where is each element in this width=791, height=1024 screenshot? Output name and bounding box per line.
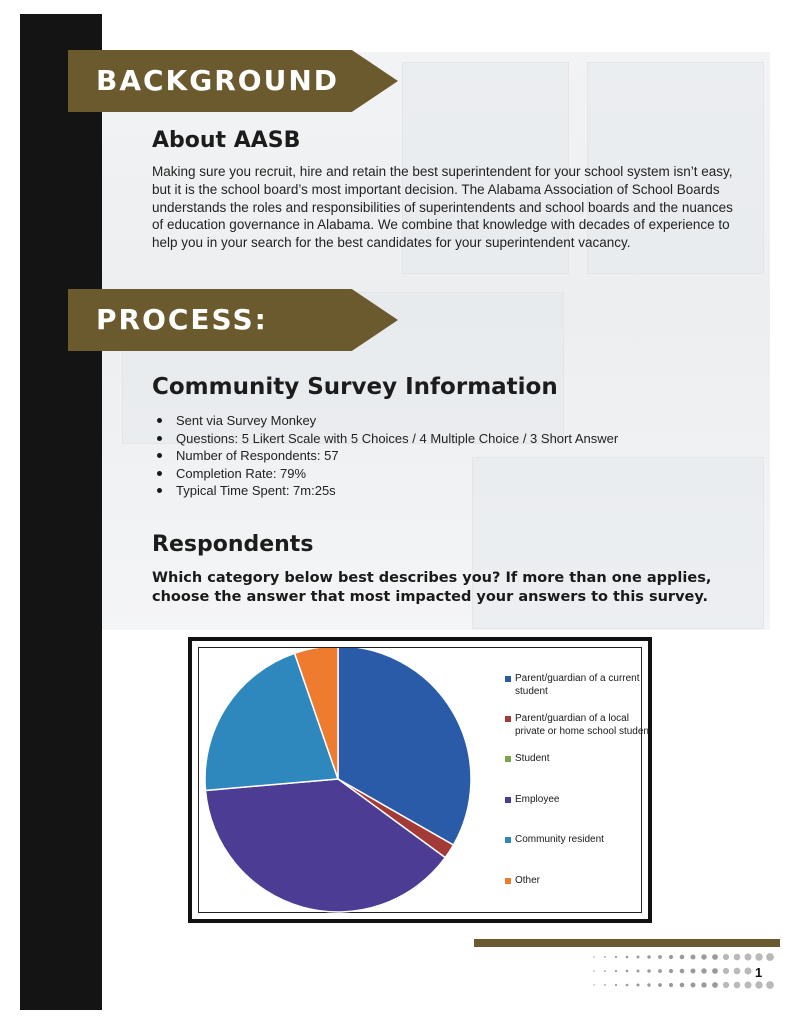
legend-swatch — [505, 837, 511, 843]
decorative-dot — [593, 956, 594, 957]
decorative-dot — [691, 955, 696, 960]
pie-chart-frame — [188, 637, 652, 923]
legend-label: Parent/guardian of a current student — [515, 673, 640, 697]
decorative-dot — [647, 983, 650, 986]
legend-swatch — [505, 716, 511, 722]
decorative-dot — [712, 982, 718, 988]
pie-chart-area — [198, 647, 652, 913]
decorative-dot — [691, 969, 696, 974]
legend-label: Other — [515, 875, 541, 886]
decorative-dot — [593, 984, 594, 985]
about-heading: About AASB — [152, 128, 301, 153]
decorative-dot — [637, 970, 640, 973]
decorative-dot — [755, 953, 762, 960]
decorative-dot — [626, 956, 629, 959]
list-item: Typical Time Spent: 7m:25s — [152, 482, 618, 500]
decorative-dot — [734, 968, 741, 975]
decorative-dot — [669, 955, 673, 959]
legend-swatch — [505, 878, 511, 884]
decorative-dot — [723, 954, 729, 960]
decorative-dot — [658, 983, 662, 987]
decorative-dot — [734, 954, 741, 961]
decorative-dot — [647, 955, 650, 958]
list-item: Number of Respondents: 57 — [152, 447, 618, 465]
decorative-dot — [669, 969, 673, 973]
footer-accent-bar — [474, 939, 780, 947]
legend-swatch — [505, 756, 511, 762]
decorative-dot — [658, 955, 662, 959]
decorative-dot — [637, 956, 640, 959]
decorative-dot-pattern — [590, 952, 780, 1002]
decorative-dot — [745, 954, 752, 961]
legend-label: Employee — [515, 794, 560, 805]
decorative-dot — [766, 981, 774, 989]
left-dark-bar — [20, 14, 102, 1010]
page-number: 1 — [755, 965, 763, 980]
decorative-dot — [701, 968, 706, 973]
list-item: Questions: 5 Likert Scale with 5 Choices / 4 Multiple Choice / 3 Short Answer — [152, 430, 618, 448]
decorative-dot — [604, 970, 606, 972]
decorative-dot — [626, 970, 629, 973]
decorative-dot — [615, 956, 617, 958]
decorative-dot — [745, 982, 752, 989]
survey-heading: Community Survey Information — [152, 374, 558, 400]
decorative-dot — [680, 955, 685, 960]
decorative-dot — [593, 970, 594, 971]
about-paragraph: Making sure you recruit, hire and retain the best superintendent for your school system isn’t easy, but it is the school board’s most important decision. The Alabama Association of School Boards understands the roles and responsibilities of superintendents and school boards and the nuances of education governance in Alabama. We combine that knowledge with decades of experience to help you in your search for the best candidates for your superintendent vacancy. — [152, 164, 733, 251]
decorative-dot — [669, 983, 673, 987]
respondents-question: Which category below best describes you? If more than one applies, choose the answer that most impacted your answers to this survey. — [152, 570, 712, 605]
decorative-dot — [604, 984, 606, 986]
process-banner-label: PROCESS: — [96, 303, 268, 336]
decorative-dot — [691, 983, 696, 988]
legend-swatch — [505, 797, 511, 803]
decorative-dot — [626, 984, 629, 987]
legend-label: Parent/guardian of a local private or home school student — [515, 713, 652, 737]
legend-swatch — [505, 676, 511, 682]
decorative-dot — [723, 982, 729, 988]
list-item: Completion Rate: 79% — [152, 465, 618, 483]
respondents-heading: Respondents — [152, 532, 314, 557]
decorative-dot — [615, 970, 617, 972]
decorative-dot — [723, 968, 729, 974]
decorative-dot — [712, 954, 718, 960]
decorative-dot — [680, 969, 685, 974]
decorative-dot — [604, 956, 606, 958]
decorative-dot — [680, 983, 685, 988]
survey-info-list — [152, 412, 618, 500]
decorative-dot — [745, 968, 752, 975]
pie-chart — [199, 648, 489, 914]
decorative-dot — [701, 982, 706, 987]
decorative-dot — [658, 969, 662, 973]
background-banner-label: BACKGROUND — [96, 64, 340, 97]
decorative-dot — [647, 969, 650, 972]
legend-label: Community resident — [515, 834, 604, 845]
decorative-dot — [701, 954, 706, 959]
list-item: Sent via Survey Monkey — [152, 412, 618, 430]
decorative-dot — [637, 984, 640, 987]
decorative-dot — [766, 953, 774, 961]
legend-label: Student — [515, 753, 550, 764]
decorative-dot — [734, 982, 741, 989]
decorative-dot — [755, 981, 762, 988]
decorative-dot — [615, 984, 617, 986]
decorative-dot — [712, 968, 718, 974]
